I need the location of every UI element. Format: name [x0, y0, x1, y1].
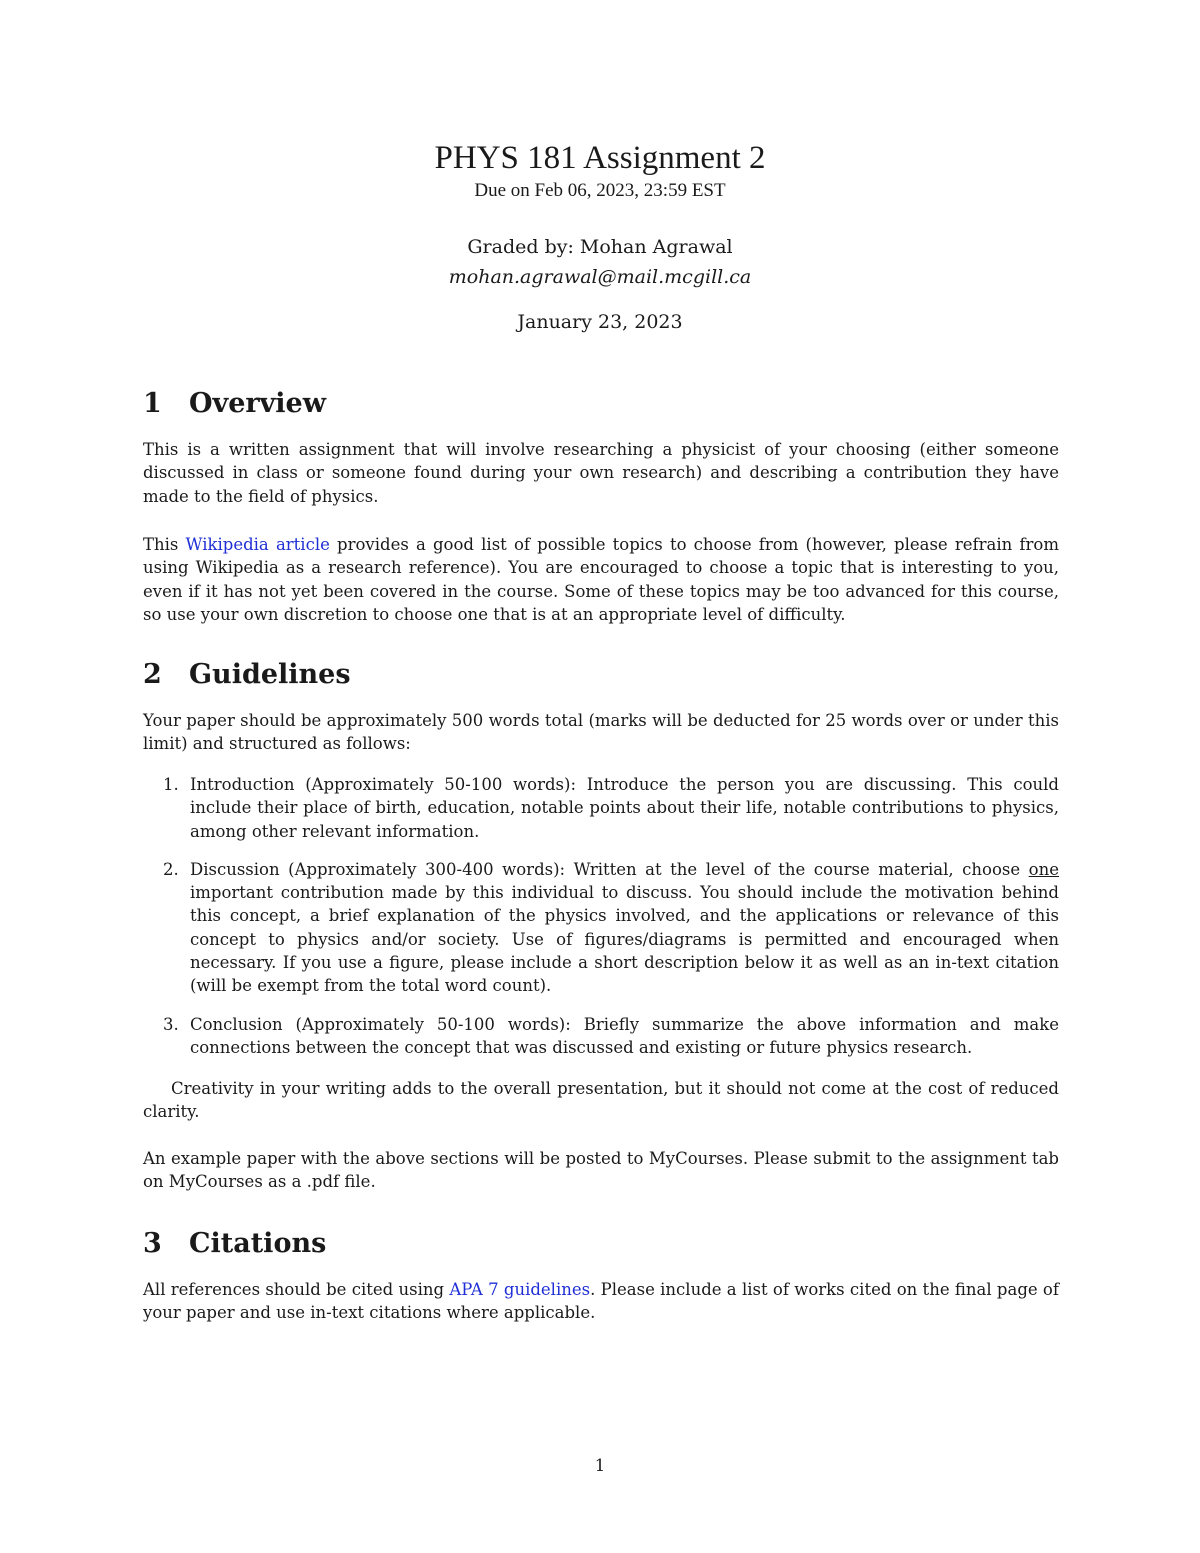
section-number: 2: [143, 659, 162, 690]
guidelines-list: [143, 773, 1059, 1074]
apa-guidelines-link[interactable]: APA 7 guidelines: [449, 1280, 591, 1299]
document-date: January 23, 2023: [517, 311, 683, 333]
section-number: 1: [143, 388, 162, 419]
overview-paragraph-1: This is a written assignment that will involve researching a physicist of your choosing (either someone discussed in class or someone found during your own research) and describing a contribution they have made to the field of physics.: [143, 440, 1059, 506]
submission-paragraph: An example paper with the above sections will be posted to MyCourses. Please submit to the assignment tab on MyCourses as a .pdf file.: [143, 1149, 1059, 1192]
list-item-text: important contribution made by this individual to discuss. You should include the motivation behind this concept, a brief explanation of the physics involved, and the applications or relevance of this concept to physics and/or society. Use of figures/diagrams is permitted and encouraged when necessary. If you use a figure, please include a short description below it as well as an in-text citation (will be exempt from the total word count).: [190, 883, 1059, 996]
list-item-text: Conclusion (Approximately 50-100 words): Briefly summarize the above information and make connections between the concept that was discussed and existing or future physics research.: [190, 1014, 1059, 1057]
document-title: PHYS 181 Assignment 2: [434, 140, 766, 176]
grader-name: Graded by: Mohan Agrawal: [467, 236, 733, 258]
paragraph-text: All references should be cited using: [143, 1280, 450, 1299]
list-marker: 1.: [163, 775, 179, 794]
section-heading-citations: [143, 1228, 326, 1259]
due-date: Due on Feb 06, 2023, 23:59 EST: [474, 180, 726, 201]
citations-paragraph: [143, 1278, 1059, 1325]
wikipedia-article-link[interactable]: Wikipedia article: [185, 535, 330, 554]
list-marker: 2.: [163, 859, 179, 879]
list-item-text: Introduction (Approximately 50-100 words): Introduce the person you are discussing. This could include their place of birth, education, notable points about their life, notable contributions to physics, among other relevant information.: [190, 775, 1059, 841]
section-title: Citations: [189, 1228, 327, 1259]
paragraph-text: This: [143, 535, 186, 554]
list-item: [143, 858, 1059, 998]
section-number: 3: [143, 1228, 162, 1259]
section-heading-overview: [143, 388, 326, 419]
paragraph-text: provides a good list of possible topics to choose from (however, please refrain from using Wikipedia as a research reference). You are encouraged to choose a topic that is interesting to you, even if it has not yet been covered in the course. Some of these topics may be too advanced for this course, so use your own discretion to choose one that is at an appropriate level of difficulty.: [143, 535, 1059, 624]
list-marker: 3.: [163, 1014, 179, 1034]
guidelines-intro: Your paper should be approximately 500 words total (marks will be deducted for 25 words over or under this limit) and structured as follows:: [143, 711, 1059, 754]
section-title: Overview: [189, 388, 326, 419]
list-item: [143, 1013, 1059, 1060]
section-heading-guidelines: [143, 659, 351, 690]
paragraph-text: . Please include a list of works cited on the final page of your paper and use in-text citations where applicable.: [143, 1280, 1059, 1323]
emphasized-word: one: [1028, 859, 1059, 879]
grader-email: mohan.agrawal@mail.mcgill.ca: [448, 266, 752, 288]
creativity-paragraph: Creativity in your writing adds to the overall presentation, but it should not come at the cost of reduced clarity.: [143, 1079, 1059, 1122]
list-item: [143, 773, 1059, 843]
section-title: Guidelines: [189, 659, 351, 690]
page-number: 1: [594, 1456, 606, 1475]
overview-paragraph-2: [143, 533, 1059, 626]
list-item-text: Discussion (Approximately 300-400 words): Written at the level of the course material, choose: [190, 859, 1029, 879]
